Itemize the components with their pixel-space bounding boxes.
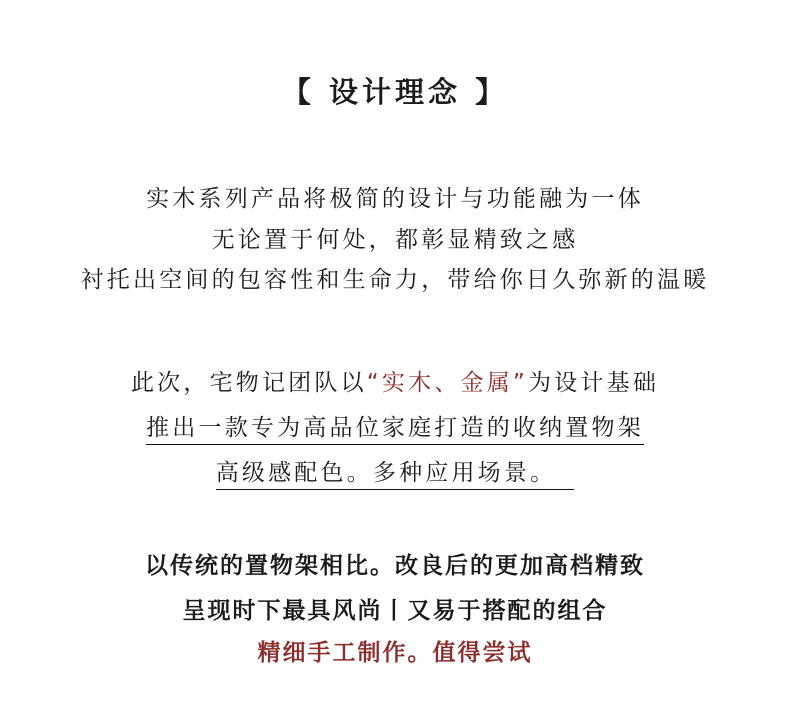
team-line-3 [0,454,790,490]
team-line-3-text: 高级感配色。多种应用场景。 [216,454,575,490]
team-line-2-text: 推出一款专为高品位家庭打造的收纳置物架 [146,409,644,445]
team-line-2 [0,409,790,445]
highlight-line-2: 呈现时下最具风尚丨又易于搭配的组合 [182,598,608,624]
team-line-1-highlight: “实木、金属” [366,370,529,396]
highlight-line-1: 以传统的置物架相比。改良后的更加高档精致 [145,553,645,579]
intro-line-2: 无论置于何处，都彰显精致之感 [211,227,579,253]
team-line-1-prefix: 此次，宅物记团队以 [130,370,367,396]
team-line-1-suffix: 为设计基础 [528,370,660,396]
section-title: 【 设计理念 】 [281,75,509,109]
team-line-1 [0,364,790,397]
intro-line-1: 实木系列产品将极简的设计与功能融为一体 [146,186,644,212]
intro-line-3: 衬托出空间的包容性和生命力，带给你日久弥新的温暖 [80,267,710,293]
highlight-line-3: 精细手工制作。值得尝试 [257,640,533,666]
